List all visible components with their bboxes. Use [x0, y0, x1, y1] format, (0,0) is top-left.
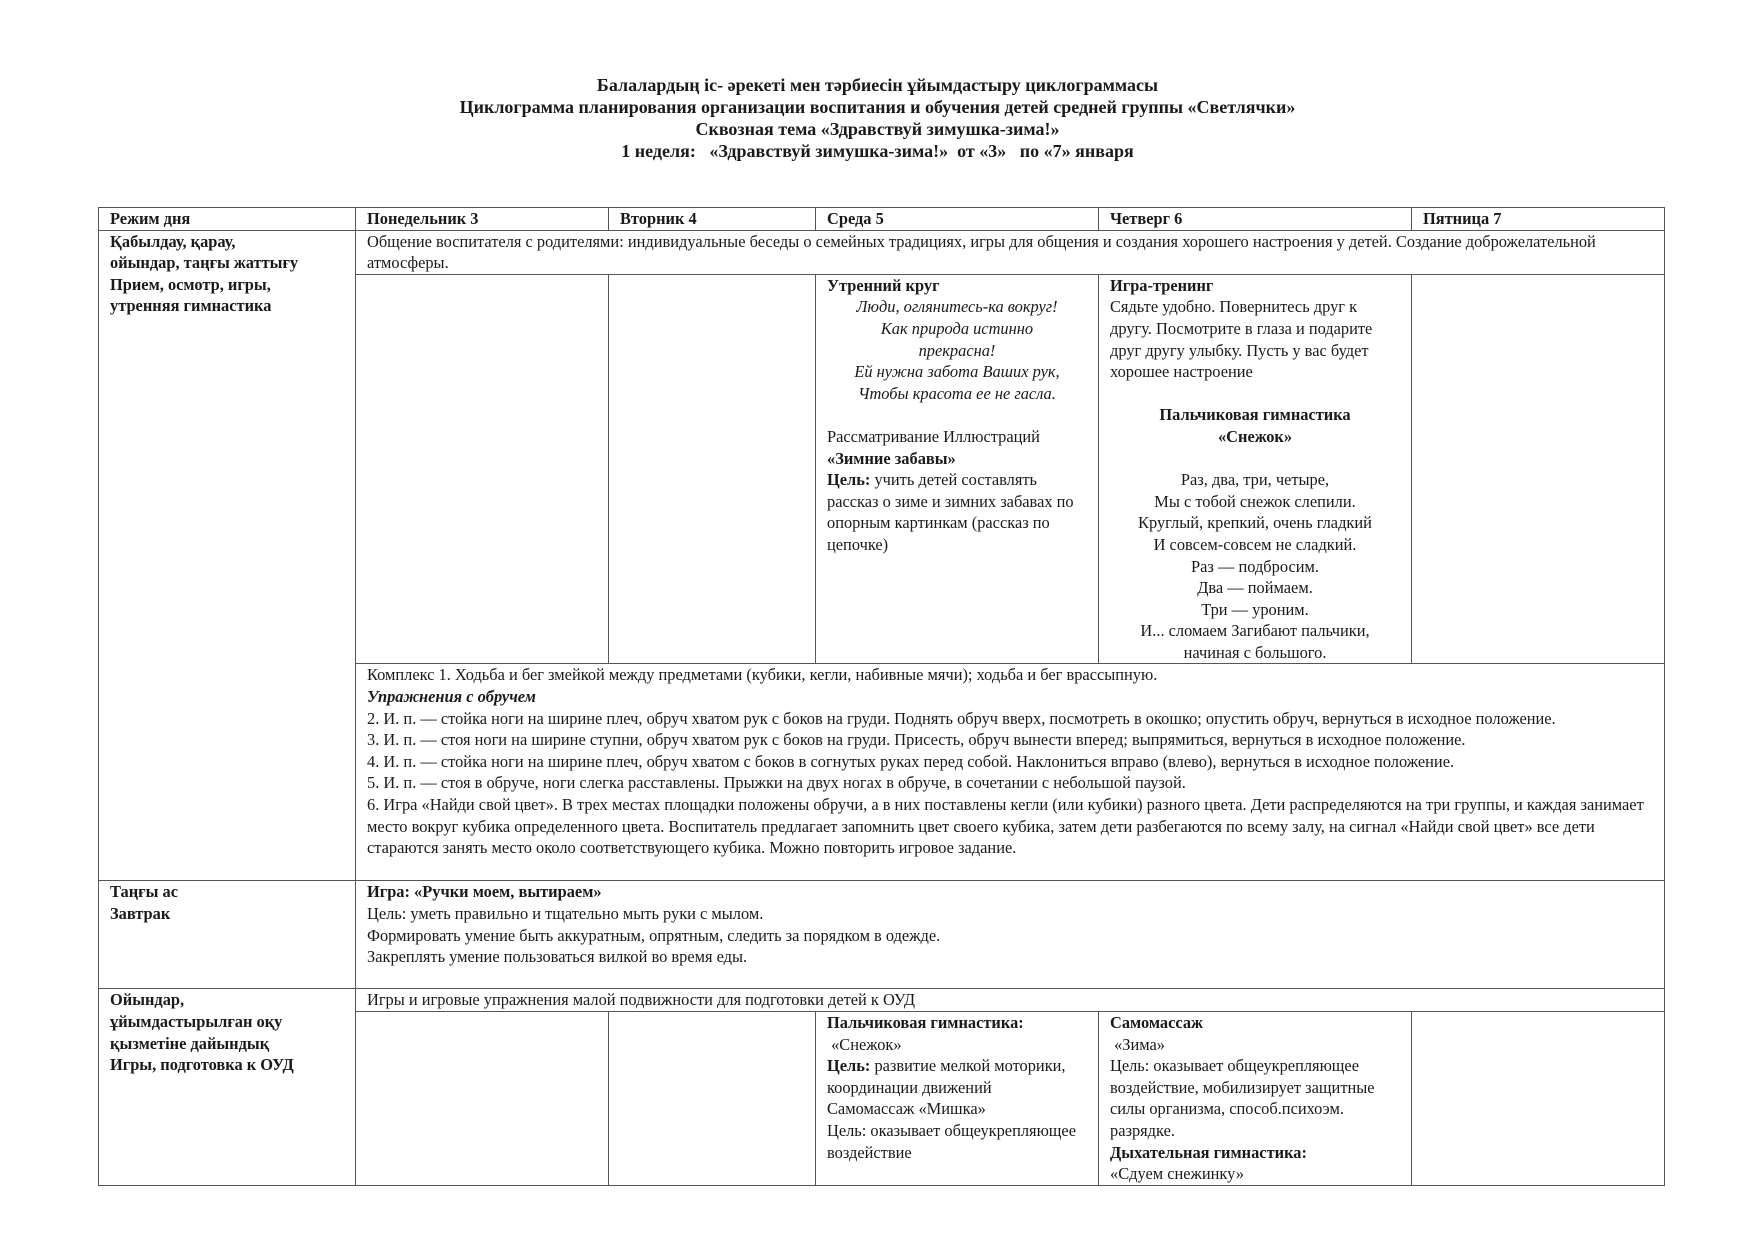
- verse-line: Раз, два, три, четыре,: [1180, 470, 1330, 490]
- theme-line: Сквозная тема «Здравствуй зимушка-зима!»: [695, 119, 1060, 139]
- cyclogram-table: [98, 207, 1665, 1186]
- wednesday-games-goal: [827, 1055, 1087, 1098]
- breakfast-line: Закреплять умение пользоваться вилкой во время еды.: [367, 947, 748, 967]
- exercise-complex: [356, 664, 1665, 881]
- goal-label: Цель:: [827, 1056, 871, 1076]
- verse-line: И... сломаем Загибают пальчики,: [1140, 621, 1370, 641]
- verse-line: Круглый, крепкий, очень гладкий: [1138, 513, 1372, 533]
- table-row-breakfast: [99, 881, 1665, 989]
- verse-line: Три — уроним.: [1201, 599, 1309, 619]
- cell-friday-morning: [1412, 274, 1665, 664]
- goal-text: развитие мелкой моторики, координации движений: [827, 1056, 1066, 1097]
- complex-heading: Упражнения с обручем: [367, 687, 536, 707]
- spacer: [827, 404, 1087, 426]
- breakfast-line: Цель: уметь правильно и тщательно мыть руки с мылом.: [367, 904, 764, 924]
- cell-friday-games: [1412, 1012, 1665, 1186]
- cell-monday-morning: [356, 274, 609, 664]
- cell-thursday-games: [1099, 1012, 1412, 1186]
- verse-line: И совсем-совсем не сладкий.: [1153, 534, 1357, 554]
- goal-label: Цель:: [827, 470, 871, 490]
- morning-circle-title: Утренний круг: [827, 275, 940, 295]
- exercise-item: 2. И. п. — стойка ноги на ширине плеч, обруч хватом рук с боков на груди. Поднять обруч вверх, посмотреть в окошко; опустить обруч, вернуться в исходное положение.: [367, 708, 1556, 728]
- row-label-line: утренняя гимнастика: [110, 296, 272, 316]
- document-header: [0, 74, 1755, 162]
- cell-thursday-morning: [1099, 274, 1412, 664]
- games-common-text: Игры и игровые упражнения малой подвижности для подготовки детей к ОУД: [356, 989, 1665, 1012]
- week-line: 1 неделя: «Здравствуй зимушка-зима!» от «3» по «7» января: [621, 141, 1134, 161]
- row-label-games: [99, 989, 356, 1186]
- exercise-item: 4. И. п. — стойка ноги на ширине плеч, обруч хватом с боков в согнутых руках перед собой. Наклониться вправо (влево), вернуться в исходное положение.: [367, 751, 1455, 771]
- breakfast-content: [356, 881, 1665, 989]
- row-label-line: қызметіне дайындық: [110, 1033, 270, 1053]
- column-header-friday: Пятница 7: [1412, 208, 1665, 231]
- finger-gym-title: Пальчиковая гимнастика:: [827, 1013, 1024, 1033]
- cell-wednesday-games: [816, 1012, 1099, 1186]
- training-game-title: Игра-тренинг: [1110, 275, 1214, 295]
- cell-monday-games: [356, 1012, 609, 1186]
- column-header-regime: Режим дня: [99, 208, 356, 231]
- table-row-games: [99, 989, 1665, 1012]
- row-label-line: Игры, подготовка к ОУД: [110, 1055, 294, 1075]
- row-label-line: Прием, осмотр, игры,: [110, 274, 271, 294]
- breathing-gym-title: Дыхательная гимнастика:: [1110, 1142, 1307, 1162]
- column-header-thursday: Четверг 6: [1099, 208, 1412, 231]
- exercise-item: 3. И. п. — стоя ноги на ширине ступни, обруч хватом рук с боков на груди. Присесть, обруч вынести вперед; выпрямиться, вернуться в исходное положение.: [367, 730, 1466, 750]
- row-label-line: Завтрак: [110, 904, 171, 924]
- self-massage-name: «Зима»: [1110, 1034, 1166, 1054]
- cell-tuesday-games: [609, 1012, 816, 1186]
- title-ru: Циклограмма планирования организации воспитания и обучения детей средней группы «Светлячки»: [459, 97, 1296, 117]
- spacer: [1110, 448, 1400, 470]
- row-label-breakfast: [99, 881, 356, 989]
- title-kz: Балалардың іс- әрекеті мен тәрбиесін ұйымдастыру циклограммасы: [596, 75, 1159, 95]
- table-row-morning: [99, 230, 1665, 274]
- column-header-tuesday: Вторник 4: [609, 208, 816, 231]
- row-label-line: Таңғы ас: [110, 882, 178, 902]
- column-header-monday: Понедельник 3: [356, 208, 609, 231]
- complex-intro: Комплекс 1. Ходьба и бег змейкой между предметами (кубики, кегли, набивные мячи); ходьба и бег врассыпную.: [367, 665, 1158, 685]
- row-label-line: ойындар, таңғы жаттығу: [110, 253, 299, 273]
- finger-gym-title: Пальчиковая гимнастика: [1159, 405, 1351, 425]
- poem-line: Ей нужна забота Ваших рук,: [854, 362, 1060, 382]
- self-massage-title: Самомассаж: [1110, 1013, 1203, 1033]
- illustrations-title: «Зимние забавы»: [827, 448, 956, 468]
- verse-line: Мы с тобой снежок слепили.: [1154, 491, 1356, 511]
- poem-line: Как природа истинно: [880, 318, 1034, 338]
- verse-line: Два — поймаем.: [1197, 578, 1313, 598]
- exercise-item: 5. И. п. — стоя в обруче, ноги слегка расставлены. Прыжки на двух ногах в обруче, в сочетании с небольшой паузой.: [367, 773, 1186, 793]
- row-label-morning: [99, 230, 356, 881]
- column-header-wednesday: Среда 5: [816, 208, 1099, 231]
- self-massage-text: Самомассаж «Мишка»: [827, 1099, 986, 1119]
- self-massage-goal: Цель: оказывает общеукрепляющее воздействие: [827, 1121, 1076, 1162]
- table-header-row: [99, 208, 1665, 231]
- cell-wednesday-morning: [816, 274, 1099, 664]
- poem-line: Чтобы красота ее не гасла.: [858, 383, 1056, 403]
- self-massage-goal: Цель: оказывает общеукрепляющее воздействие, мобилизирует защитные силы организма, способ.психоэм. разрядке.: [1110, 1056, 1375, 1141]
- spacer: [1110, 383, 1400, 405]
- morning-common-text: Общение воспитателя с родителями: индивидуальные беседы о семейных традициях, игры для общения и создания хорошего настроения у детей. Создание доброжелательной атмосферы.: [356, 230, 1665, 274]
- illustrations-text: Рассматривание Иллюстраций: [827, 426, 1040, 446]
- poem-line: Люди, оглянитесь-ка вокруг!: [856, 297, 1058, 317]
- goal-text: учить детей составлять рассказ о зиме и зимних забавах по опорным картинкам (рассказ по цепочке): [827, 470, 1074, 554]
- poem-line: прекрасна!: [918, 340, 996, 360]
- row-label-line: Ойындар,: [110, 990, 185, 1010]
- finger-gym-name: «Снежок»: [1217, 426, 1293, 446]
- wednesday-goal: [827, 469, 1087, 555]
- exercise-item: 6. Игра «Найди свой цвет». В трех местах площадки положены обручи, а в них поставлены кегли (или кубики) разного цвета. Дети распределяются на три группы, и каждая занимает место вокруг кубика определенного цвета. Воспитатель предлагает запомнить цвет своего кубика, затем дети разбегаются по всему залу, на сигнал «Найди свой цвет» все дети стараются занять место около соответствующего кубика. Можно повторить игровое задание.: [367, 795, 1644, 858]
- breakfast-game-title: Игра: «Ручки моем, вытираем»: [367, 882, 602, 902]
- verse-line: начиная с большого.: [1183, 642, 1327, 662]
- cell-tuesday-morning: [609, 274, 816, 664]
- row-label-line: ұйымдастырылған оқу: [110, 1012, 283, 1032]
- row-label-line: Қабылдау, қарау,: [110, 231, 236, 251]
- verse-line: Раз — подбросим.: [1191, 556, 1319, 576]
- breakfast-line: Формировать умение быть аккуратным, опрятным, следить за порядком в одежде.: [367, 925, 941, 945]
- training-game-text: Сядьте удобно. Повернитесь друг к другу. Посмотрите в глаза и подарите друг другу улыбку. Пусть у вас будет хорошее настроение: [1110, 297, 1373, 382]
- breathing-gym-name: «Сдуем снежинку»: [1110, 1164, 1244, 1184]
- finger-gym-name: «Снежок»: [827, 1034, 902, 1054]
